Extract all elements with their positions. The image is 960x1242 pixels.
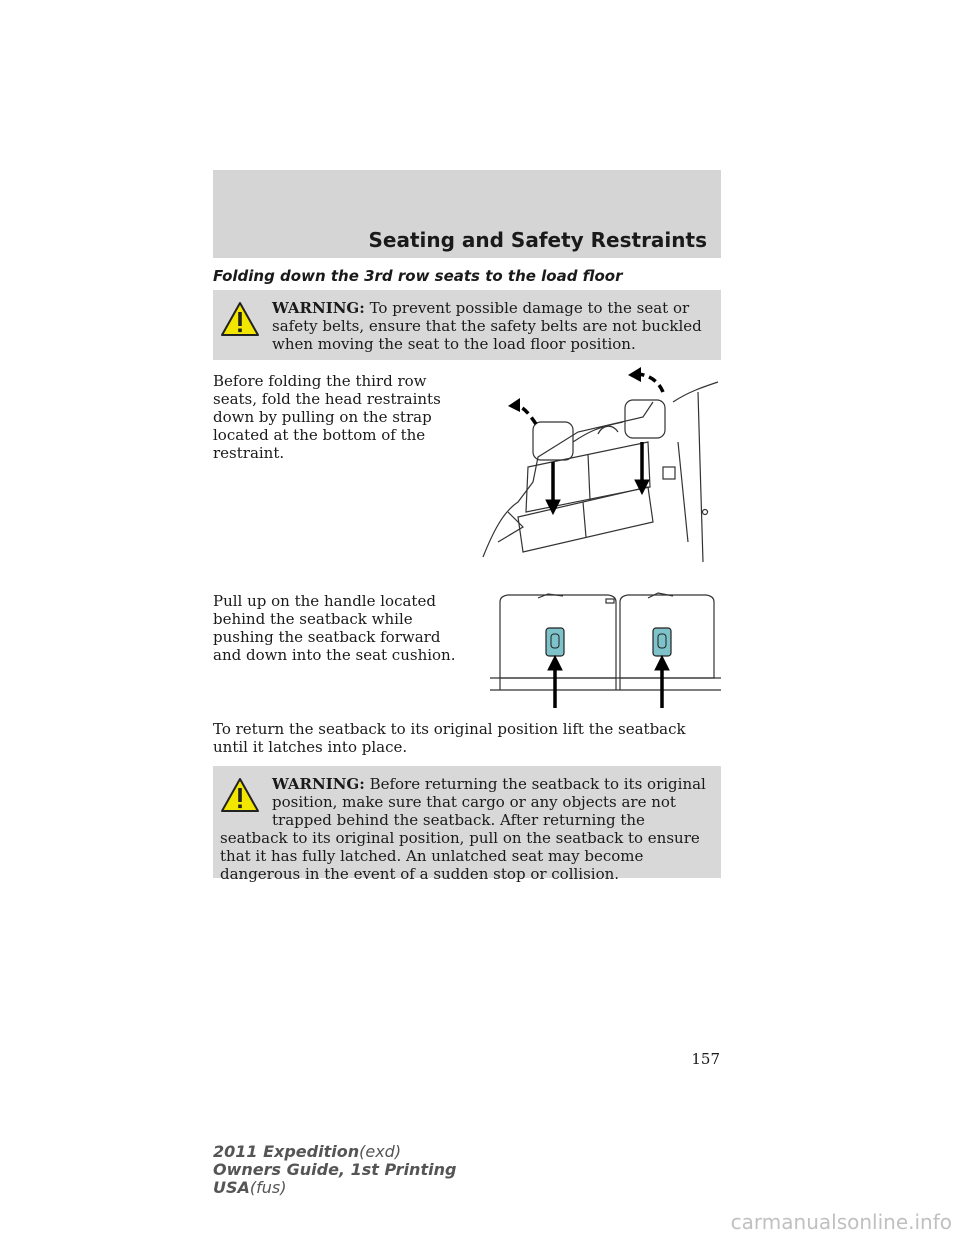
paragraph-return-seatback: To return the seatback to its original position lift the seatback until it latches into place. [213,720,686,756]
warning-label: WARNING: [272,775,365,793]
header-band [213,170,721,258]
paragraph-handle: Pull up on the handle located behind the seatback while pushing the seatback forward and down into the seat cushion. [213,592,456,664]
warning-box-1 [213,290,721,360]
warning-triangle-icon [220,777,260,813]
footer-region-code: (fus) [249,1178,287,1197]
footer-region: USA [213,1178,250,1197]
footer-model: 2011 Expedition [213,1142,360,1161]
warning-text: Before returning the seatback to its original position, make sure that cargo or any objects are not trapped behind the seatback. After returning the seatback to its original position, pull on the seatback to ensure that it has fully latched. An unlatched seat may become dangerous in the event of a sudden stop or collision. [220,775,706,883]
footer [213,1143,456,1197]
section-title: Folding down the 3rd row seats to the load floor [213,267,623,285]
page-number: 157 [691,1050,720,1068]
seatback-handle-illustration [488,590,723,710]
paragraph-head-restraints: Before folding the third row seats, fold the head restraints down by pulling on the strap located at the bottom of the restraint. [213,372,441,462]
footer-guide: Owners Guide, 1st Printing [213,1160,457,1179]
warning-label: WARNING: [272,299,365,317]
warning-box-2 [213,766,721,883]
footer-model-code: (exd) [359,1142,402,1161]
chapter-title: Seating and Safety Restraints [368,228,707,252]
watermark: carmanualsonline.info [730,1210,952,1234]
warning-text: To prevent possible damage to the seat or safety belts, ensure that the safety belts are not buckled when moving the seat to the load floor position. [272,299,702,353]
warning-triangle-icon [220,301,260,337]
head-restraint-fold-illustration [478,362,723,562]
